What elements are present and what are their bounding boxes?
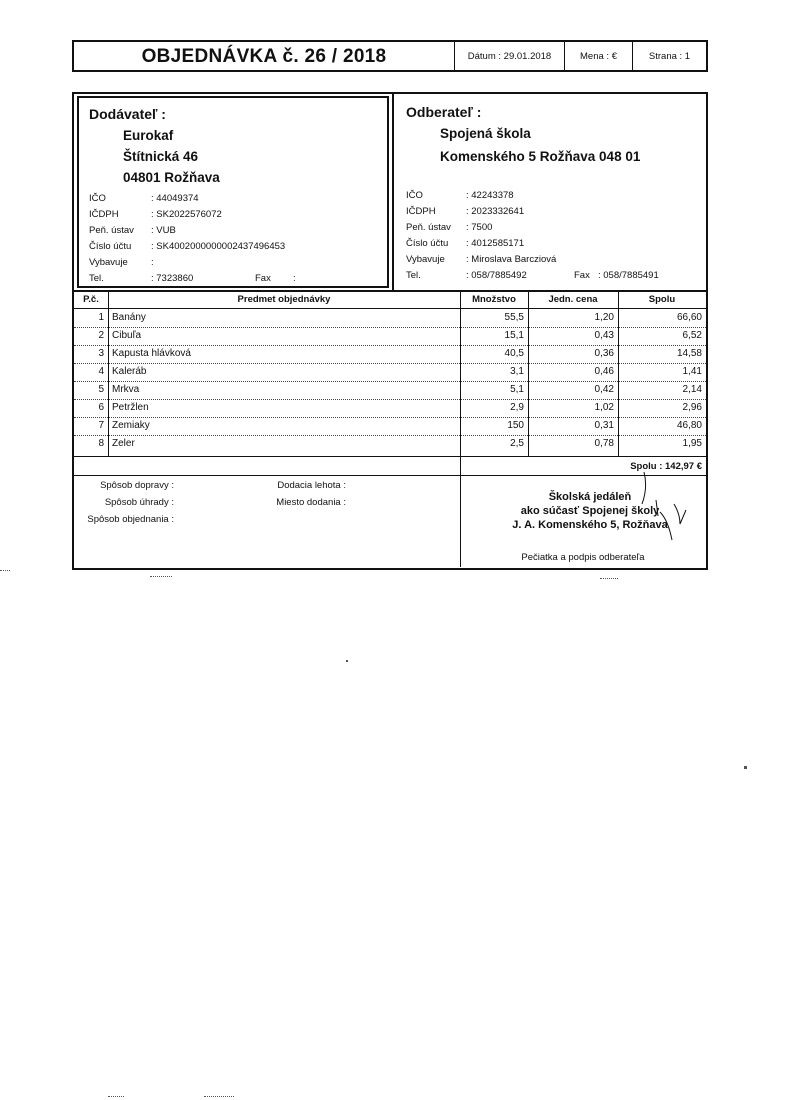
page-title: OBJEDNÁVKA č. 26 / 2018 [141, 46, 387, 67]
supplier-city: 04801 Rožňava [123, 170, 220, 185]
supplier-tel-label: Tel. [89, 273, 104, 284]
scan-artifact [0, 570, 10, 572]
row-no: 4 [98, 366, 104, 377]
order-header [72, 40, 708, 72]
row-no: 2 [98, 330, 104, 341]
row-price: 1,02 [594, 402, 614, 413]
supplier-name: Eurokaf [123, 128, 174, 143]
stamp-caption: Pečiatka a podpis odberateľa [521, 552, 645, 563]
page-number: Strana : 1 [632, 42, 706, 70]
col-header-qty: Množstvo [472, 294, 516, 305]
row-item: Mrkva [112, 384, 140, 395]
row-price: 1,20 [594, 312, 614, 323]
supplier-ico-label: IČO [89, 193, 106, 204]
row-qty: 55,5 [504, 312, 524, 323]
supplier-box [77, 96, 389, 288]
customer-fax-value: : 058/7885491 [598, 270, 659, 281]
supplier-contact-value: : [151, 257, 154, 268]
stamp-line-2: ako súčasť Spojenej školy [520, 505, 660, 517]
row-total: 2,14 [682, 384, 702, 395]
supplier-bank-value: : VUB [151, 225, 176, 236]
row-price: 0,36 [594, 348, 614, 359]
col-header-no: P.č. [83, 294, 99, 305]
supplier-fax-value: : [293, 273, 296, 284]
supplier-icdph-value: : SK2022576072 [151, 209, 222, 220]
col-header-total: Spolu [648, 294, 676, 305]
row-total: 6,52 [682, 330, 702, 341]
customer-ico-label: IČO [406, 190, 423, 201]
order-total: Spolu : 142,97 € [630, 461, 702, 472]
row-no: 6 [98, 402, 104, 413]
supplier-account-value: : SK4002000000002437496453 [151, 241, 286, 252]
row-item: Kaleráb [112, 366, 147, 377]
row-no: 8 [98, 438, 104, 449]
order-items-table [72, 292, 708, 570]
row-item: Banány [112, 312, 146, 323]
parties-section [72, 92, 708, 292]
supplier-ico-value: : 44049374 [151, 193, 199, 204]
delivery-time-label: Dodacia lehota : [277, 480, 346, 491]
scan-artifact [346, 660, 348, 662]
supplier-contact-label: Vybavuje [89, 257, 128, 268]
customer-tel-label: Tel. [406, 270, 421, 281]
transport-label: Spôsob dopravy : [100, 480, 174, 491]
row-qty: 2,9 [510, 402, 524, 413]
supplier-account-label: Číslo účtu [89, 241, 132, 252]
row-item: Zemiaky [112, 420, 150, 431]
row-price: 0,31 [594, 420, 614, 431]
row-total: 46,80 [676, 420, 702, 431]
row-price: 0,78 [594, 438, 614, 449]
delivery-place-label: Miesto dodania : [276, 497, 346, 508]
supplier-street: Štítnická 46 [123, 149, 199, 164]
row-total: 1,41 [682, 366, 702, 377]
row-no: 5 [98, 384, 104, 395]
row-total: 14,58 [676, 348, 702, 359]
col-divider [108, 292, 109, 456]
payment-label: Spôsob úhrady : [104, 497, 174, 508]
supplier-bank-label: Peň. ústav [89, 225, 134, 236]
signature-icon [634, 470, 704, 550]
customer-fax-label: Fax [574, 270, 590, 281]
scan-artifact [204, 1096, 234, 1098]
row-qty: 5,1 [510, 384, 524, 395]
row-item: Zeler [112, 438, 135, 449]
row-no: 3 [98, 348, 104, 359]
supplier-heading: Dodávateľ : [89, 106, 166, 122]
row-no: 7 [98, 420, 104, 431]
customer-account-value: : 4012585171 [466, 238, 525, 249]
row-item: Petržlen [112, 402, 149, 413]
customer-ico-value: : 42243378 [466, 190, 514, 201]
customer-contact-label: Vybavuje [406, 254, 445, 265]
stamp-line-1: Školská jedáleň [548, 491, 632, 503]
supplier-fax-label: Fax [255, 273, 271, 284]
supplier-icdph-label: IČDPH [89, 209, 119, 220]
ordering-label: Spôsob objednania : [87, 514, 174, 525]
row-total: 66,60 [676, 312, 702, 323]
currency: Mena : € [564, 42, 632, 70]
row-price: 0,42 [594, 384, 614, 395]
customer-icdph-label: IČDPH [406, 206, 436, 217]
row-qty: 40,5 [504, 348, 524, 359]
customer-bank-value: : 7500 [466, 222, 493, 233]
customer-contact-value: : Miroslava Barcziová [466, 254, 557, 265]
supplier-tel-value: : 7323860 [151, 273, 194, 284]
row-qty: 2,5 [510, 438, 524, 449]
parties-divider [392, 94, 394, 290]
col-header-item: Predmet objednávky [237, 294, 331, 305]
customer-address: Komenského 5 Rožňava 048 01 [440, 149, 641, 164]
row-price: 0,46 [594, 366, 614, 377]
scan-artifact [150, 576, 172, 578]
customer-account-label: Číslo účtu [406, 238, 449, 249]
scan-artifact [108, 1096, 124, 1098]
rows-end-line [74, 456, 706, 457]
row-item: Cibuľa [112, 330, 142, 341]
customer-tel-value: : 058/7885492 [466, 270, 527, 281]
row-no: 1 [98, 312, 104, 323]
customer-heading: Odberateľ : [406, 104, 482, 120]
customer-bank-label: Peň. ústav [406, 222, 451, 233]
row-price: 0,43 [594, 330, 614, 341]
order-date: Dátum : 29.01.2018 [454, 42, 564, 70]
customer-icdph-value: : 2023332641 [466, 206, 525, 217]
row-qty: 15,1 [504, 330, 524, 341]
row-qty: 3,1 [510, 366, 524, 377]
scan-artifact [744, 766, 747, 769]
customer-name: Spojená škola [440, 126, 531, 141]
col-header-price: Jedn. cena [548, 294, 598, 305]
stamp-line-3: J. A. Komenského 5, Rožňava [512, 519, 668, 531]
row-item: Kapusta hlávková [112, 348, 191, 359]
row-qty: 150 [507, 420, 524, 431]
row-total: 1,95 [682, 438, 702, 449]
scan-artifact [600, 578, 618, 580]
row-total: 2,96 [682, 402, 702, 413]
